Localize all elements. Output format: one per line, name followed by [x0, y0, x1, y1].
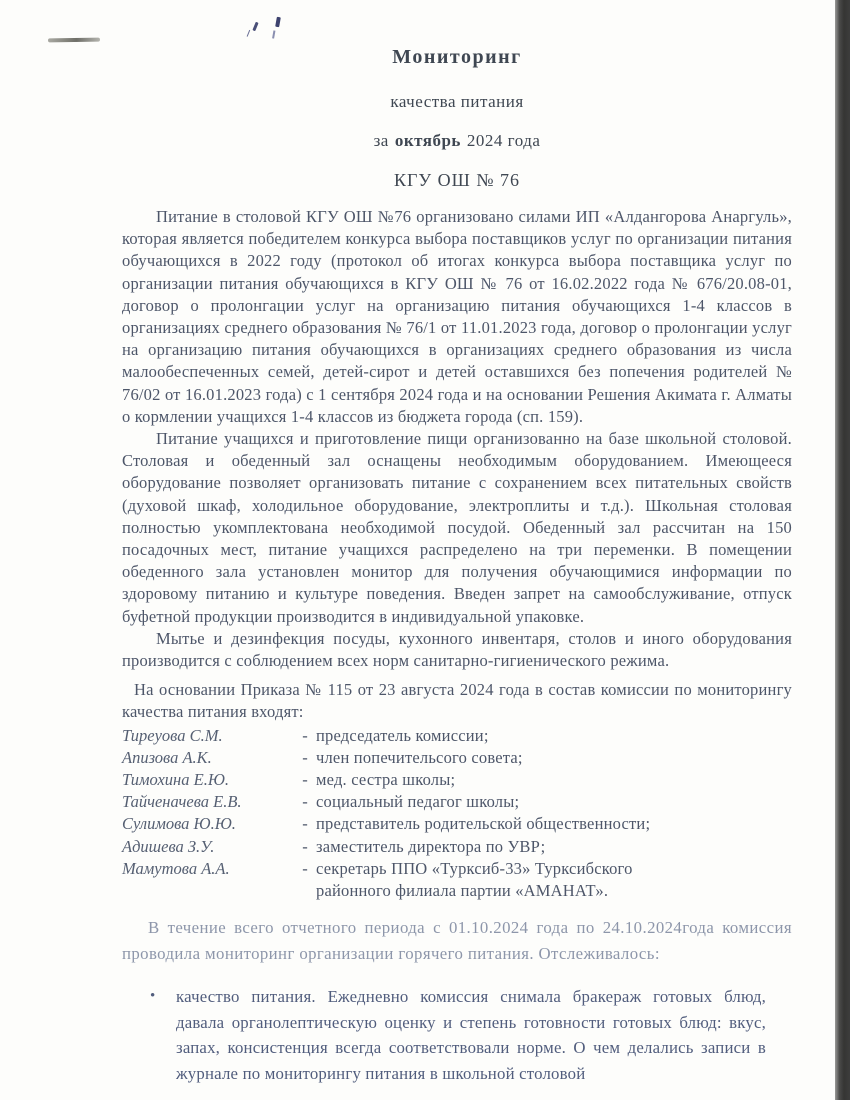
- member-name: Сулимова Ю.Ю.: [122, 814, 236, 834]
- commission-member-row: [122, 791, 792, 813]
- paragraph-canteen: Питание учащихся и приготовление пищи организованно на базе школьной столовой. Столовая и обеденный зал оснащены необходимым оборудованием. Имеющееся оборудование позволяет организовать питание с сохранением всех питательных свойств (духовой шкаф, холодильное оборудование, электроплиты и т.д.). Школьная столовая полностью укомплектована необходимой посудой. Обеденный зал рассчитан на 150 посадочных мест, питание учащихся распределено на три переменки. В помещении обеденного зала установлен монитор для получения обучающимися информации по здоровому питанию и культуре поведения. Введен запрет на самообслуживание, отпуск буфетной продукции производится в индивидуальной упаковке.: [122, 429, 792, 626]
- period-line: [122, 131, 792, 151]
- member-name: Адишева З.У.: [122, 836, 215, 856]
- paragraph-contract: Питание в столовой КГУ ОШ №76 организовано силами ИП «Алдангорова Анаргуль», которая является победителем конкурса выбора поставщиков услуг по организации питания обучающихся в 2022 году (протокол об итогах конкурса выбора поставщика услуг по организации питания обучающихся в КГУ ОШ № 76 от 16.02.2022 года № 676/20.08-01, договор о пролонгации услуг на организацию питания обучающихся 1-4 классов в организациях среднего образования № 76/1 от 11.01.2023 года, договор о пролонгации услуг на организацию питания обучающихся в организациях среднего образования из числа малообеспеченных семей, детей-сирот и детей оставшихся без попечения родителей № 76/02 от 16.01.2023 года) с 1 сентября 2024 года и на основании Решения Акимата г. Алматы о кормлении учащихся 1-4 классов из бюджета города (сп. 159).: [122, 207, 792, 426]
- subtitle: качества питания: [390, 92, 524, 111]
- commission-member-row: [122, 813, 792, 835]
- scan-edge-shadow: [835, 0, 850, 1100]
- member-name: Тайченачева Е.В.: [122, 792, 242, 812]
- list-item: [150, 984, 766, 1086]
- member-name: Тиреуова С.М.: [122, 725, 223, 745]
- member-role: социальный педагог школы;: [316, 792, 520, 812]
- member-role: председатель комиссии;: [316, 725, 489, 745]
- member-role: член попечительсого совета;: [316, 747, 523, 767]
- member-role: представитель родительской общественности;: [316, 814, 651, 834]
- dash-separator: -: [302, 770, 308, 790]
- dash-separator: -: [302, 858, 308, 878]
- member-name: Мамутова А.А.: [122, 858, 230, 878]
- paragraph-order: На основании Приказа № 115 от 23 августа 2024 года в состав комиссии по мониторингу качества питания входят:: [122, 680, 792, 722]
- period-prefix: за: [373, 131, 389, 150]
- document-header: [122, 46, 792, 191]
- dash-separator: -: [302, 725, 308, 745]
- bullet-text: качество питания. Ежедневно комиссия снимала бракераж готовых блюд, давала органолептическую оценку и степень готовности готовых блюд: вкус, запах, консистенция всегда соответствовали норме. О чем делались записи в журнале по мониторингу питания в школьной столовой: [176, 987, 766, 1083]
- monitoring-bullet-list: [122, 984, 792, 1086]
- pen-dash-mark: [48, 38, 100, 43]
- commission-member-row: [122, 747, 792, 769]
- paragraph-sanitation: Мытье и дезинфекция посуды, кухонного инвентаря, столов и иного оборудования производится с соблюдением всех норм санитарно-гигиенического режима.: [122, 628, 792, 671]
- commission-member-row: [122, 725, 792, 747]
- paragraph-monitoring-period: В течение всего отчетного периода с 01.10.2024 года по 24.10.2024года комиссия проводила мониторинг организации горячего питания. Отслеживалось:: [122, 918, 792, 964]
- ink-speck: [275, 17, 281, 28]
- member-role: секретарь ППО «Турксиб-33» Турксибского районного филиала партии «АМАНАТ».: [316, 858, 633, 901]
- commission-member-list: [122, 725, 792, 903]
- dash-separator: -: [302, 836, 308, 856]
- commission-member-row: [122, 836, 792, 858]
- ink-speck: [252, 22, 258, 31]
- member-role: мед. сестра школы;: [316, 770, 456, 790]
- commission-member-row: [122, 858, 792, 902]
- member-name: Тимохина Е.Ю.: [122, 770, 229, 790]
- dash-separator: -: [302, 792, 308, 812]
- member-role: заместитель директора по УВР;: [316, 836, 546, 856]
- dash-separator: -: [302, 747, 308, 767]
- school-name: КГУ ОШ № 76: [394, 170, 520, 190]
- page-title: Мониторинг: [392, 46, 522, 68]
- member-name: Апизова А.К.: [122, 747, 212, 767]
- document-content: [122, 40, 792, 1086]
- period-suffix: 2024 года: [466, 131, 541, 150]
- period-month: октябрь: [394, 131, 461, 150]
- bullet-icon: •: [150, 988, 156, 1005]
- dash-separator: -: [302, 814, 308, 834]
- commission-member-row: [122, 769, 792, 791]
